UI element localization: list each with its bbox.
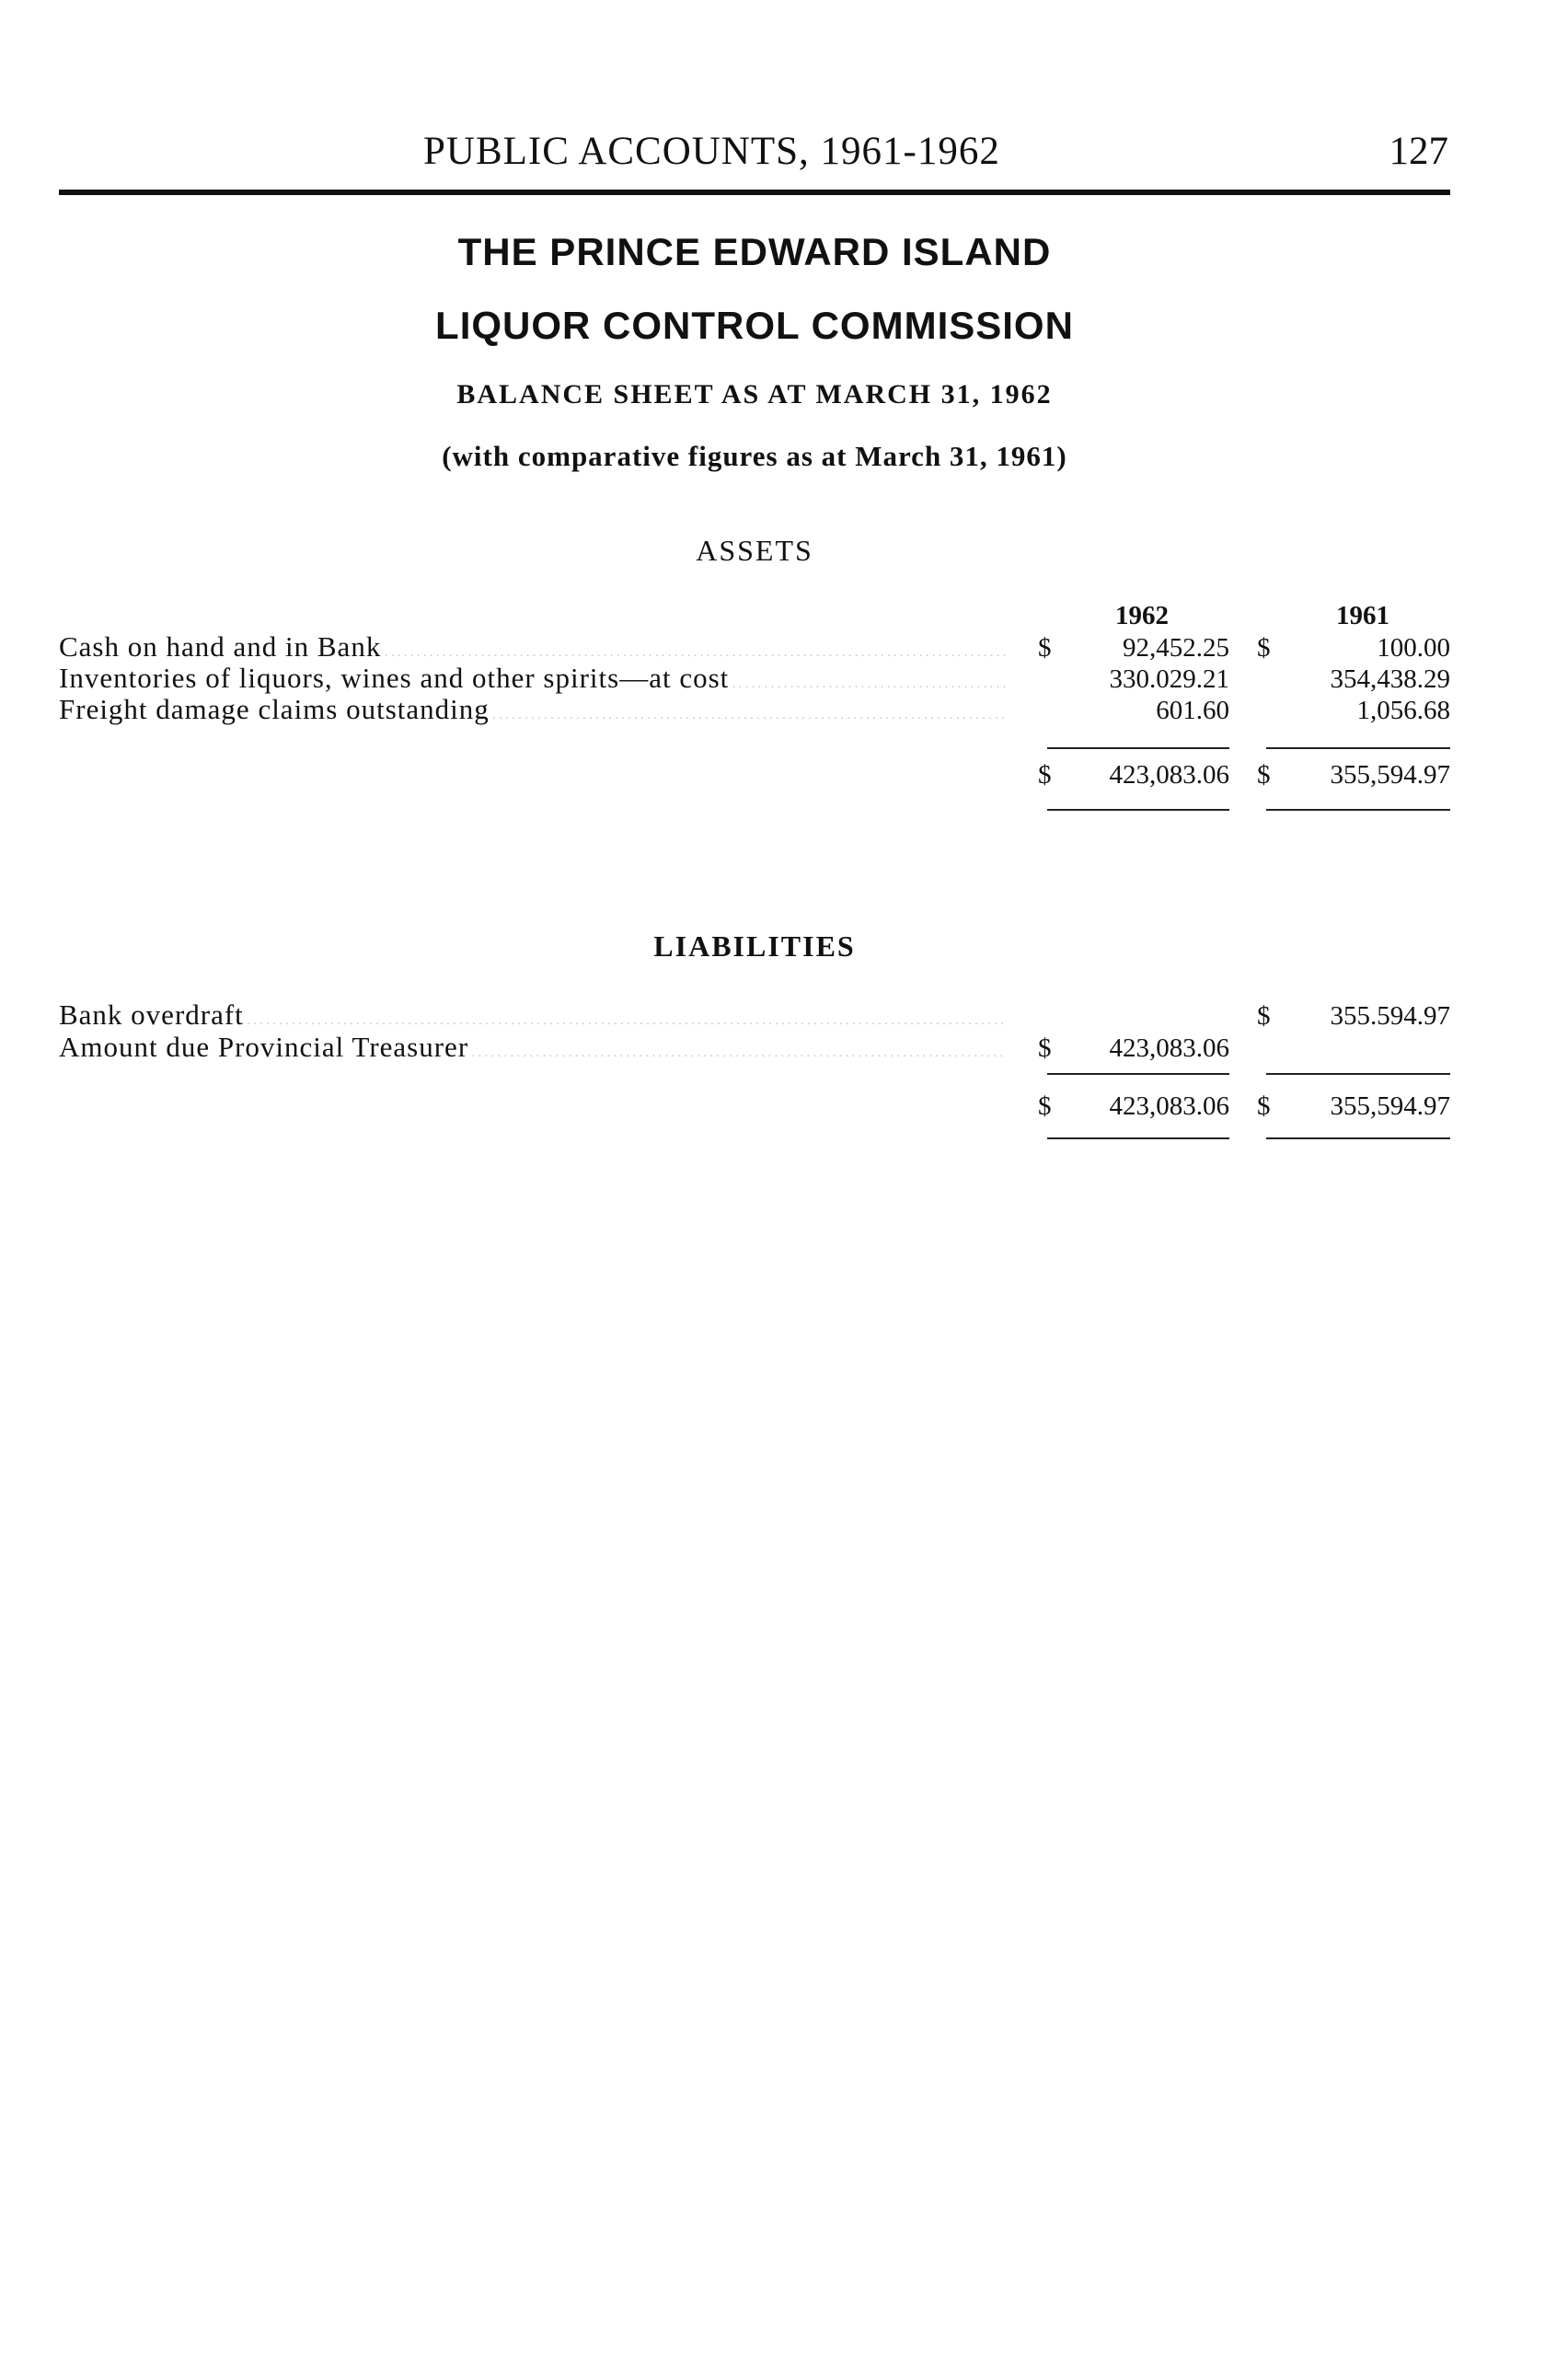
liabilities-heading: LIABILITIES: [653, 929, 856, 963]
statement-subtitle: (with comparative figures as at March 31, 1961): [442, 440, 1067, 472]
amount-1962: 601.60: [1156, 696, 1229, 725]
total-1962: 423,083.06: [1109, 1091, 1229, 1121]
currency-symbol: $: [1038, 1033, 1052, 1063]
page-number: 127: [1389, 130, 1448, 173]
row-label: Inventories of liquors, wines and other spirits—at cost . . .: [59, 662, 1007, 695]
currency-symbol: $: [1257, 760, 1271, 790]
row-label: Amount due Provincial Treasurer . . .: [59, 1031, 1007, 1064]
total-1962: 423,083.06: [1109, 760, 1229, 790]
column-header-1961: 1961: [1336, 601, 1389, 630]
subtotal-rule: [1266, 747, 1450, 749]
statement-title: BALANCE SHEET AS AT MARCH 31, 1962: [456, 379, 1053, 410]
organization-title-line-2: LIQUOR CONTROL COMMISSION: [435, 304, 1074, 347]
row-label: Bank overdraft . . .: [59, 998, 1007, 1032]
amount-1961: 355.594.97: [1330, 1001, 1450, 1031]
amount-1961: 354,438.29: [1330, 664, 1450, 694]
organization-title: THE PRINCE EDWARD ISLAND: [457, 230, 1052, 273]
currency-symbol: $: [1038, 760, 1052, 790]
total-rule: [1266, 1137, 1450, 1139]
currency-symbol: $: [1257, 633, 1271, 663]
amount-1962: 330.029.21: [1109, 664, 1229, 694]
total-rule: [1047, 809, 1229, 811]
total-rule: [1266, 809, 1450, 811]
assets-heading: ASSETS: [696, 534, 813, 567]
currency-symbol: $: [1038, 1091, 1052, 1121]
total-rule: [1047, 1137, 1229, 1139]
column-header-1962: 1962: [1115, 601, 1169, 630]
subtotal-rule: [1047, 747, 1229, 749]
amount-1962: 92,452.25: [1123, 633, 1229, 663]
running-title: PUBLIC ACCOUNTS, 1961-1962: [423, 130, 1000, 173]
total-1961: 355,594.97: [1330, 760, 1450, 790]
amount-1962: 423,083.06: [1109, 1033, 1229, 1063]
row-label: Cash on hand and in Bank . . .: [59, 630, 1007, 664]
header-rule: [59, 190, 1450, 195]
subtotal-rule: [1047, 1073, 1229, 1075]
currency-symbol: $: [1257, 1091, 1271, 1121]
subtotal-rule: [1266, 1073, 1450, 1075]
amount-1961: 1,056.68: [1356, 696, 1450, 725]
row-label: Freight damage claims outstanding . . .: [59, 693, 1007, 726]
currency-symbol: $: [1257, 1001, 1271, 1031]
currency-symbol: $: [1038, 633, 1052, 663]
amount-1961: 100.00: [1377, 633, 1450, 663]
total-1961: 355,594.97: [1330, 1091, 1450, 1121]
